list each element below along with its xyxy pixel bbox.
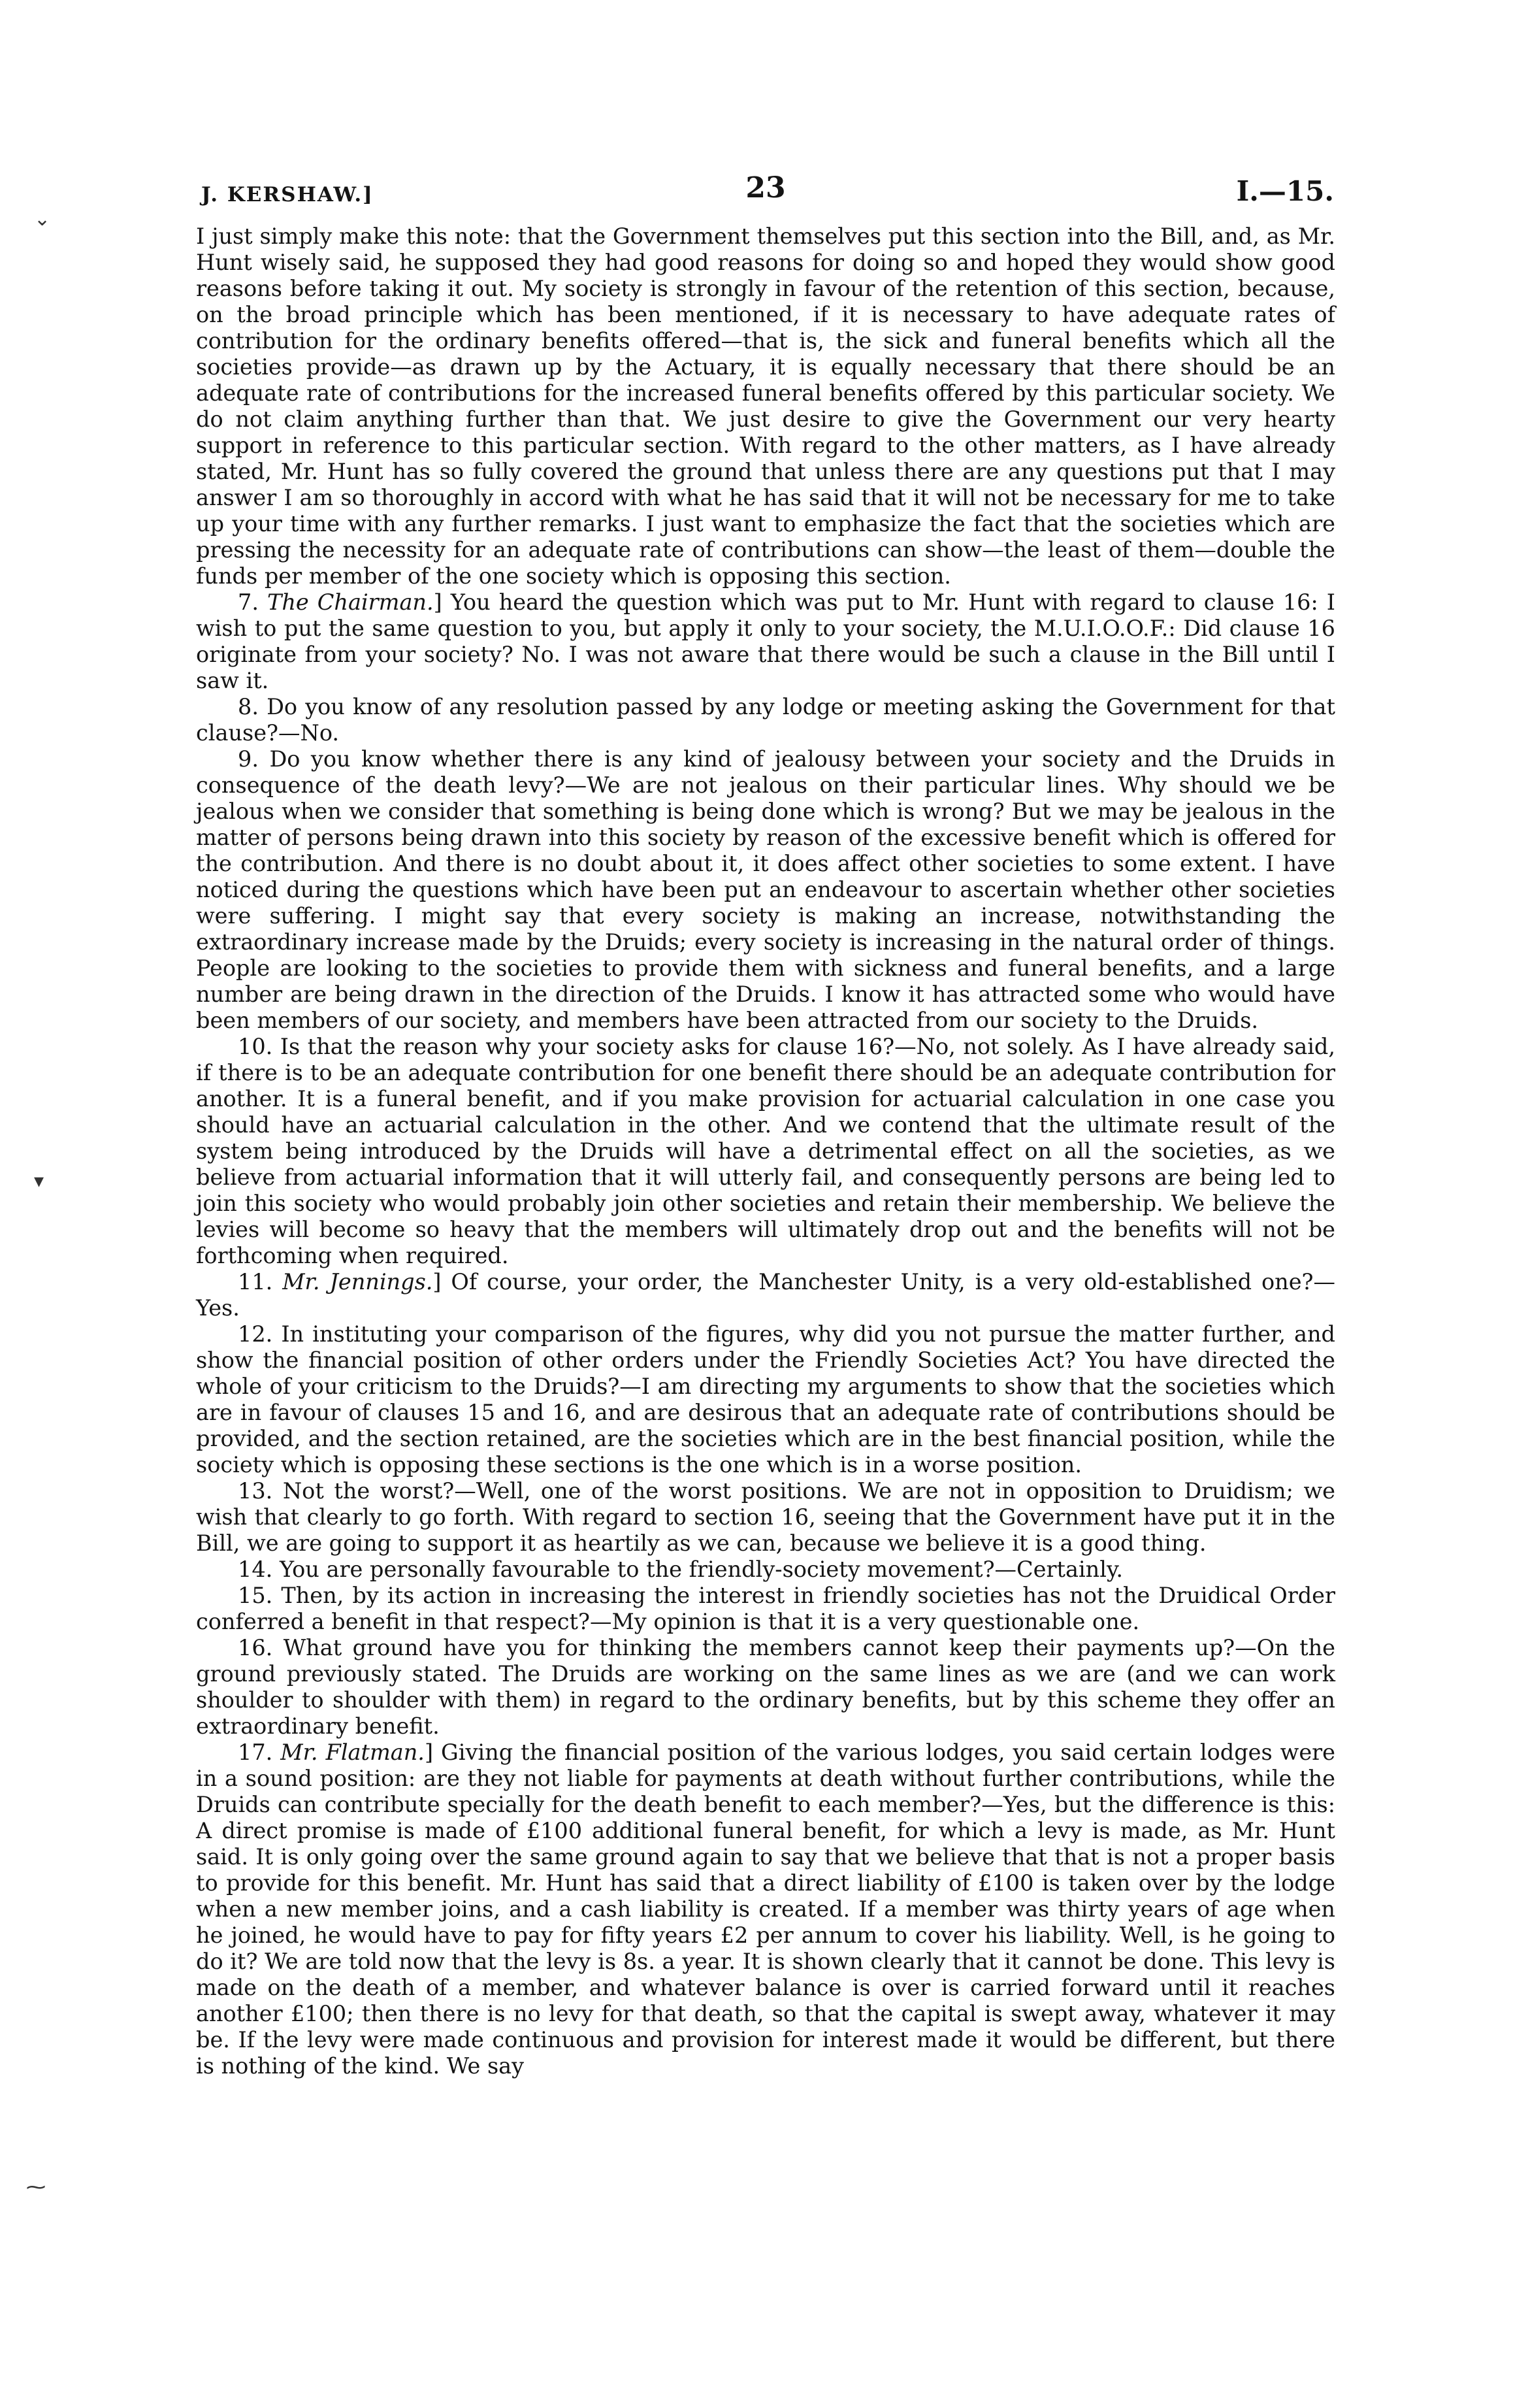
- witness-name: J. KERSHAW.]: [201, 183, 374, 206]
- question-number: 15.: [238, 1583, 273, 1608]
- page-number: 23: [745, 171, 786, 205]
- speaker: Mr. Jennings.: [282, 1269, 433, 1295]
- question-number: 12.: [238, 1321, 273, 1347]
- paragraph: 17. Mr. Flatman.] Giving the financial position of the various lodges, you said certain lodges were in a sound position: are they not liable for payments at death without further contributions, while the Druids can contribute specially for the death benefit to each member?—Yes, but the difference is this: A direct promise is made of £100 additional funeral benefit, for which a levy is made, as Mr. Hunt said. It is only going over the same ground again to say that we believe that that is not a proper basis to provide for this benefit. Mr. Hunt has said that a direct liability of £100 is taken over by the lodge when a new member joins, and a cash liability is created. If a member was thirty years of age when he joined, he would have to pay for fifty years £2 per annum to cover his liability. Well, is he going to do it? We are told now that the levy is 8s. a year. It is shown clearly that it cannot be done. This levy is made on the death of a member, and whatever balance is over is carried forward until it reaches another £100; then there is no levy for that death, so that the capital is swept away, whatever it may be. If the levy were made continuous and provision for interest made it would be different, but there is nothing of the kind. We say: [196, 1740, 1336, 2079]
- scan-mark-middle: ▾: [34, 1170, 44, 1193]
- question-number: 7.: [238, 589, 259, 615]
- speaker: The Chairman.: [267, 589, 434, 615]
- question-number: 11.: [238, 1269, 273, 1295]
- paragraph: 13. Not the worst?—Well, one of the worst positions. We are not in opposition to Druidism; we wish that clearly to go forth. With regard to section 16, seeing that the Government have put it in the Bill, we are going to support it as heartily as we can, because we believe it is a good thing.: [196, 1478, 1335, 1556]
- page-header: [196, 171, 1335, 214]
- paragraph: 15. Then, by its action in increasing the interest in friendly societies has not the Druidical Order conferred a benefit in that respect?—My opinion is that it is a very questionable one.: [196, 1583, 1335, 1634]
- document-reference: I.—15.: [1236, 175, 1334, 207]
- question-number: 17.: [238, 1740, 273, 1765]
- paragraph: 16. What ground have you for thinking the members cannot keep their payments up?—On the ground previously stated. The Druids are working on the same lines as we are (and we can work shoulder to shoulder with them) in regard to the ordinary benefits, but by this scheme they offer an extraordinary benefit.: [196, 1635, 1335, 1739]
- scan-mark-bottom: ⁓: [26, 2176, 46, 2199]
- paragraph: 7. The Chairman.] You heard the question which was put to Mr. Hunt with regard to clause 16: I wish to put the same question to you, but apply it only to your society, the M.U.I.O.O.F.: Did clause 16 originate from your society? No. I was not aware that there would be such a clause in the Bill until I saw it.: [196, 589, 1335, 693]
- document-page: [196, 171, 1335, 2079]
- paragraph: 10. Is that the reason why your society asks for clause 16?—No, not solely. As I have already said, if there is to be an adequate contribution for one benefit there should be an adequate contribution for another. It is a funeral benefit, and if you make provision for actuarial calculation in one case you should have an actuarial calculation in the other. And we contend that the ultimate result of the system being introduced by the Druids will have a detrimental effect on all the societies, as we believe from actuarial information that it will utterly fail, and consequently persons are being led to join this society who would probably join other societies and retain their membership. We believe the levies will become so heavy that the members will ultimately drop out and the benefits will not be forthcoming when required.: [196, 1034, 1336, 1268]
- paragraph: 8. Do you know of any resolution passed by any lodge or meeting asking the Government for that clause?—No.: [196, 694, 1335, 746]
- question-number: 13.: [238, 1478, 273, 1504]
- body-text: [196, 223, 1335, 2079]
- question-number: 14.: [238, 1557, 273, 1582]
- question-number: 8.: [238, 694, 259, 719]
- paragraph: 12. In instituting your comparison of the figures, why did you not pursue the matter further, and show the financial position of other orders under the Friendly Societies Act? You have directed the whole of your criticism to the Druids?—I am directing my arguments to show that the societies which are in favour of clauses 15 and 16, and are desirous that an adequate rate of contributions should be provided, and the section retained, are the societies which are in the best financial position, while the society which is opposing these sections is the one which is in a worse position.: [196, 1321, 1335, 1477]
- question-number: 9.: [238, 746, 259, 772]
- paragraph: 11. Mr. Jennings.] Of course, your order, the Manchester Unity, is a very old-established one?—Yes.: [196, 1269, 1335, 1321]
- paragraph: I just simply make this note: that the Government themselves put this section into the Bill, and, as Mr. Hunt wisely said, he supposed they had good reasons for doing so and hoped they would show good reasons before taking it out. My society is strongly in favour of the retention of this section, because, on the broad principle which has been mentioned, if it is necessary to have adequate rates of contribution for the ordinary benefits offered—that is, the sick and funeral benefits which all the societies provide—as drawn up by the Actuary, it is equally necessary that there should be an adequate rate of contributions for the increased funeral benefits offered by this particular society. We do not claim anything further than that. We just desire to give the Government our very hearty support in reference to this particular section. With regard to the other matters, as I have already stated, Mr. Hunt has so fully covered the ground that unless there are any questions put that I may answer I am so thoroughly in accord with what he has said that it will not be necessary for me to take up your time with any further remarks. I just want to emphasize the fact that the societies which are pressing the necessity for an adequate rate of contributions can show—the least of them—double the funds per member of the one society which is opposing this section.: [196, 223, 1335, 589]
- paragraph: 9. Do you know whether there is any kind of jealousy between your society and the Druids in consequence of the death levy?—We are not jealous on their particular lines. Why should we be jealous when we consider that something is being done which is wrong? But we may be jealous in the matter of persons being drawn into this society by reason of the excessive benefit which is offered for the contribution. And there is no doubt about it, it does affect other societies to some extent. I have noticed during the questions which have been put an endeavour to ascertain whether other societies were suffering. I might say that every society is making an increase, notwithstanding the extraordinary increase made by the Druids; every society is increasing in the natural order of things. People are looking to the societies to provide them with sickness and funeral benefits, and a large number are being drawn in the direction of the Druids. I know it has attracted some who would have been members of our society, and members have been attracted from our society to the Druids.: [196, 746, 1335, 1033]
- speaker: Mr. Flatman.: [280, 1740, 425, 1765]
- question-number: 16.: [238, 1635, 273, 1660]
- question-number: 10.: [238, 1034, 273, 1059]
- scan-mark-top: ⌄: [34, 208, 51, 231]
- paragraph: 14. You are personally favourable to the friendly-society movement?—Certainly.: [238, 1557, 1124, 1582]
